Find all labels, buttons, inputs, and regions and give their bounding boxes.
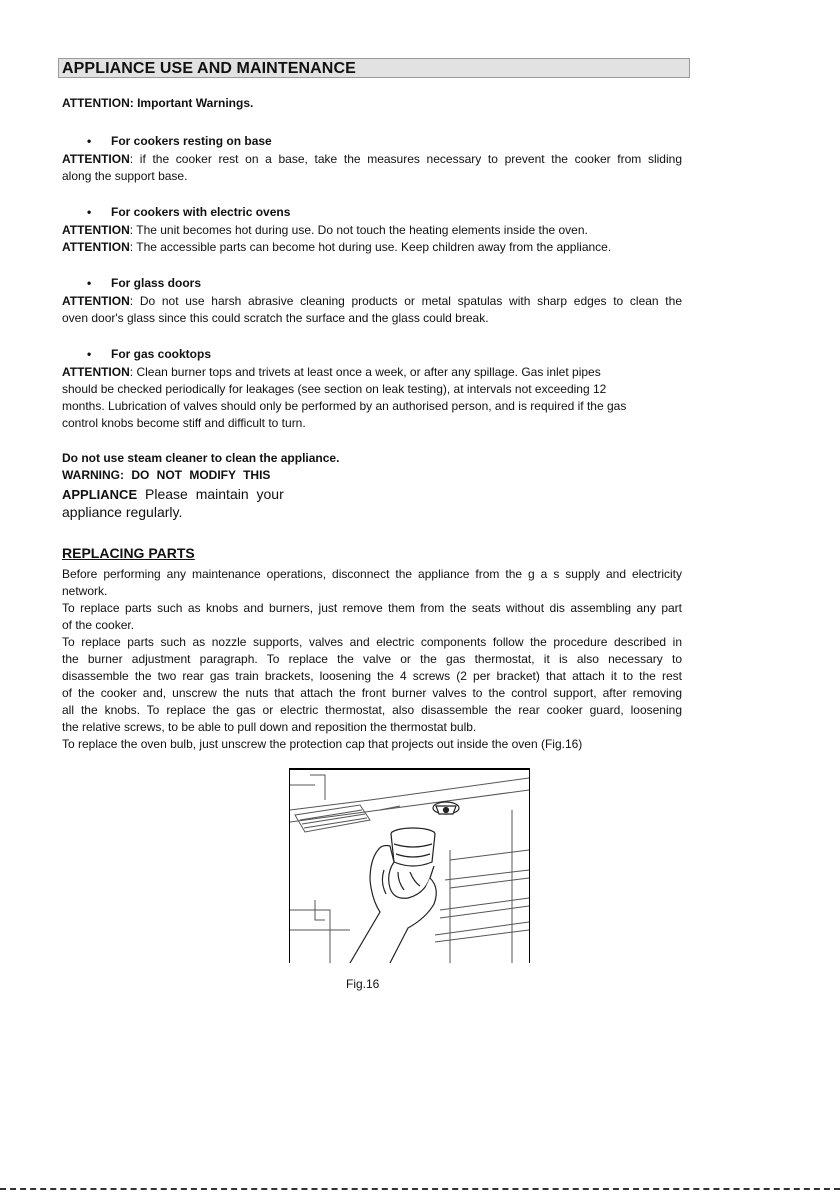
attention-label: ATTENTION <box>62 152 130 166</box>
replacing-line: the relative screws, to be able to pull down and reposition the thermostat bulb. <box>62 720 477 734</box>
warning-gas-line1: ATTENTION: Clean burner tops and trivets at least once a week, or after any spillage. Gas inlet pipes <box>62 365 601 379</box>
warning-electric-line2: ATTENTION: The accessible parts can become hot during use. Keep children away from the appliance. <box>62 240 612 254</box>
replacing-line: disassemble the two rear gas train brackets, loosening the 4 screws (2 per bracket) that attach it to the rest <box>62 669 682 683</box>
replacing-line: of the cooker. <box>62 618 135 632</box>
warning-gas-line3: months. Lubrication of valves should only be performed by an authorised person, and is required if the gas <box>62 399 627 413</box>
replacing-line: To replace parts such as nozzle supports, valves and electric components follow the procedure described in <box>62 635 682 649</box>
warning-base-line2: along the support base. <box>62 169 188 183</box>
replacing-line: To replace parts such as knobs and burners, just remove them from the seats without dis assembling any part <box>62 601 682 615</box>
attention-label: ATTENTION <box>62 365 130 379</box>
section-title: APPLIANCE USE AND MAINTENANCE <box>62 60 356 77</box>
replacing-line: Before performing any maintenance operations, disconnect the appliance from the g a s supply and electricity <box>62 567 682 581</box>
bullet-icon: • <box>87 205 92 219</box>
modify-warning-line1: WARNING: DO NOT MODIFY THIS <box>62 468 271 482</box>
oven-bulb-illustration <box>289 768 530 963</box>
bullet-title-base: For cookers resting on base <box>111 134 272 148</box>
steam-notice: Do not use steam cleaner to clean the appliance. <box>62 451 340 465</box>
oven-bulb-drawing <box>290 770 529 963</box>
warning-gas-line4: control knobs become stiff and difficult to turn. <box>62 416 306 430</box>
warning-gas-line2: should be checked periodically for leakages (see section on leak testing), at intervals not exceeding 12 <box>62 382 607 396</box>
bullet-title-electric: For cookers with electric ovens <box>111 205 291 219</box>
replacing-line: all the knobs. To replace the gas or electric thermostat, also disassemble the rear cooker guard, loosening <box>62 703 682 717</box>
attention-label: ATTENTION <box>62 223 130 237</box>
attention-label: ATTENTION <box>62 294 130 308</box>
bullet-title-gas: For gas cooktops <box>111 347 212 361</box>
bullet-title-glass: For glass doors <box>111 276 202 290</box>
attention-label: ATTENTION <box>62 240 130 254</box>
replacing-line: To replace the oven bulb, just unscrew the protection cap that projects out inside the oven (Fig.16) <box>62 737 583 751</box>
page-bottom-rule <box>0 1188 840 1190</box>
modify-warning-line3: appliance regularly. <box>62 504 183 520</box>
warning-glass-line2: oven door's glass since this could scratch the surface and the glass could break. <box>62 311 489 325</box>
section-title-bar <box>58 58 690 78</box>
bullet-icon: • <box>87 276 92 290</box>
replacing-line: of the cooker and, unscrew the nuts that attach the front burner valves to the control support, after removing <box>62 686 682 700</box>
bullet-icon: • <box>87 347 92 361</box>
warning-glass-line1: ATTENTION: Do not use harsh abrasive cleaning products or metal spatulas with sharp edges to clean the <box>62 294 682 308</box>
modify-warning-line2: APPLIANCE Please maintain your <box>62 486 284 502</box>
replacing-line: network. <box>62 584 108 598</box>
replacing-line: the burner adjustment paragraph. To replace the valve or the gas thermostat, it is also necessary to <box>62 652 682 666</box>
attention-heading: ATTENTION: Important Warnings. <box>62 96 254 110</box>
figure-caption: Fig.16 <box>346 977 380 991</box>
warning-electric-line1: ATTENTION: The unit becomes hot during use. Do not touch the heating elements inside the oven. <box>62 223 588 237</box>
warning-base-line1: ATTENTION: if the cooker rest on a base, take the measures necessary to prevent the cooker from sliding <box>62 152 682 166</box>
replacing-parts-heading: REPLACING PARTS <box>62 545 195 561</box>
bullet-icon: • <box>87 134 92 148</box>
